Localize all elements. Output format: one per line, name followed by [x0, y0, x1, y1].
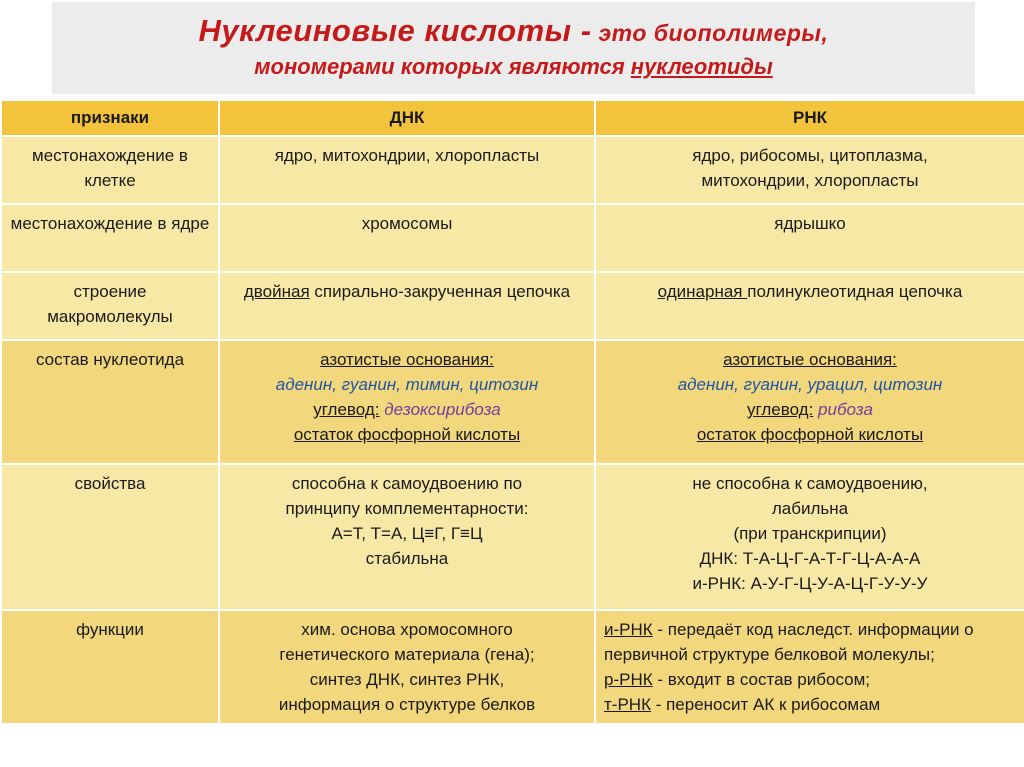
rna-location-line: ядро, рибосомы, цитоплазма,	[692, 146, 928, 165]
rna-sugar-value: рибоза	[813, 400, 873, 419]
header-rna: РНК	[595, 100, 1024, 136]
dna-sugar-value: дезоксирибоза	[379, 400, 501, 419]
title-banner	[52, 2, 975, 94]
header-dna: ДНК	[219, 100, 595, 136]
title-line2-text: мономерами которых являются	[254, 54, 631, 79]
dna-composition	[219, 340, 595, 464]
dna-phosphate: остаток фосфорной кислоты	[293, 425, 521, 444]
table-header-row	[1, 100, 1024, 136]
dna-properties-line: принципу комплементарности:	[285, 499, 529, 518]
rna-structure-keyword: одинарная	[657, 282, 748, 301]
rna-location-cell	[595, 136, 1024, 204]
rna-sugar-line	[604, 397, 1016, 422]
rna-phosphate: остаток фосфорной кислоты	[696, 425, 924, 444]
row-location-cell	[1, 136, 1024, 204]
dna-properties-line: способна к самоудвоению по	[291, 474, 523, 493]
rna-composition	[595, 340, 1024, 464]
irna-function	[604, 617, 1016, 667]
feature-properties: свойства	[1, 464, 219, 610]
rna-functions	[595, 610, 1024, 724]
dna-structure-text: спирально-закрученная цепочка	[309, 282, 571, 301]
irna-text: - передаёт код наследст. информации о первичной структуре белковой молекулы;	[604, 620, 974, 664]
row-composition	[1, 340, 1024, 464]
dna-functions-line: хим. основа хромосомного	[301, 620, 513, 639]
title-line-2	[52, 52, 975, 82]
trna-text: - переносит АК к рибосомам	[650, 695, 881, 714]
dna-properties	[219, 464, 595, 610]
title-main: Нуклеиновые кислоты -	[198, 13, 592, 48]
rrna-label: р-РНК	[604, 670, 653, 689]
dna-bases-label: азотистые основания:	[320, 350, 494, 369]
dna-location-nucleus: хромосомы	[219, 204, 595, 272]
rrna-function	[604, 667, 1016, 692]
title-rest: это биополимеры,	[591, 20, 829, 46]
rna-properties	[595, 464, 1024, 610]
dna-functions-line: синтез ДНК, синтез РНК,	[309, 670, 505, 689]
feature-composition: состав нуклеотида	[1, 340, 219, 464]
rna-properties-line: не способна к самоудвоению,	[692, 474, 928, 493]
dna-properties-line: А=Т, Т=А, Ц≡Г, Г≡Ц	[331, 524, 483, 543]
dna-bases-list: аденин, гуанин, тимин, цитозин	[275, 375, 539, 394]
rna-location-line: митохондрии, хлоропласты	[701, 171, 919, 190]
rna-structure-text: полинуклеотидная цепочка	[747, 282, 963, 301]
row-properties	[1, 464, 1024, 610]
rna-properties-line: лабильна	[771, 499, 849, 518]
title-keyword: нуклеотиды	[630, 54, 773, 79]
feature-structure: строение макромолекулы	[1, 272, 219, 340]
rna-location-nucleus: ядрышко	[595, 204, 1024, 272]
row-structure	[1, 272, 1024, 340]
rna-sugar-label: углевод:	[747, 400, 814, 419]
irna-label: и-РНК	[604, 620, 653, 639]
dna-sugar-label: углевод:	[313, 400, 380, 419]
dna-functions-line: генетического материала (гена);	[279, 645, 535, 664]
rna-bases-list: аденин, гуанин, урацил, цитозин	[677, 375, 943, 394]
dna-functions-line: информация о структуре белков	[278, 695, 536, 714]
dna-properties-line: стабильна	[365, 549, 449, 568]
feature-location-nucleus: местонахождение в ядре	[1, 204, 219, 272]
header-features: признаки	[1, 100, 219, 136]
dna-sugar-line	[228, 397, 586, 422]
dna-structure-keyword: двойная	[243, 282, 310, 301]
comparison-table	[0, 99, 1024, 725]
dna-location-cell: ядро, митохондрии, хлоропласты	[219, 136, 595, 204]
rna-structure	[595, 272, 1024, 340]
trna-label: т-РНК	[604, 695, 651, 714]
feature-functions: функции	[1, 610, 219, 724]
rna-properties-line: и-РНК: А-У-Г-Ц-У-А-Ц-Г-У-У-У	[692, 574, 928, 593]
rna-bases-label: азотистые основания:	[723, 350, 897, 369]
row-functions	[1, 610, 1024, 724]
rna-properties-line: (при транскрипции)	[733, 524, 887, 543]
rrna-text: - входит в состав рибосом;	[652, 670, 870, 689]
rna-properties-line: ДНК: Т-А-Ц-Г-А-Т-Г-Ц-А-А-А	[699, 549, 921, 568]
feature-location-cell: местонахождение в клетке	[1, 136, 219, 204]
title-line-1	[52, 12, 975, 52]
dna-functions	[219, 610, 595, 724]
row-location-nucleus	[1, 204, 1024, 272]
dna-structure	[219, 272, 595, 340]
trna-function	[604, 692, 1016, 717]
